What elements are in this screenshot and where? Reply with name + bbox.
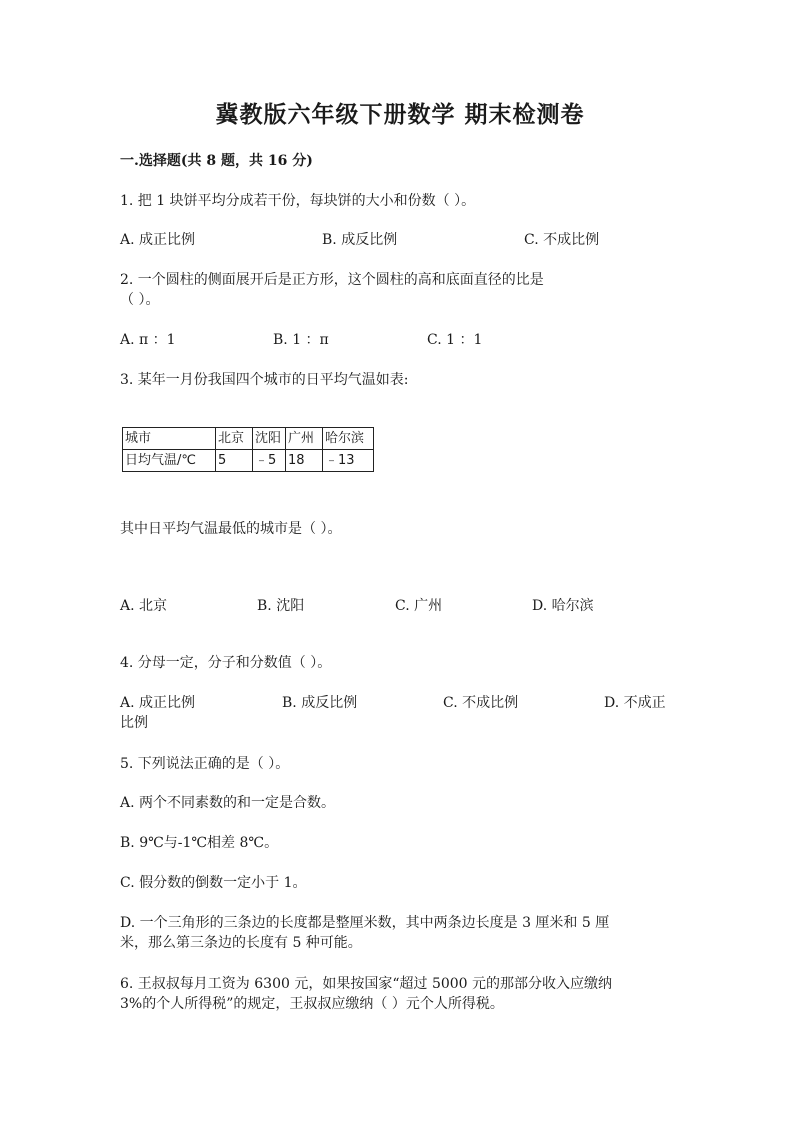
q1-option-c: C. 不成比例 [524, 232, 600, 248]
question-6-stem-line1: 6. 王叔叔每月工资为 6300 元，如果按国家“超过 5000 元的那部分收入应缴纳 [120, 976, 613, 992]
q5-option-b: B. 9℃与-1℃相差 8℃。 [120, 835, 279, 851]
q1-option-a: A. 成正比例 [120, 232, 196, 248]
q1-option-b: B. 成反比例 [322, 232, 398, 248]
q5-option-d-continued: 米，那么第三条边的长度有 5 种可能。 [120, 935, 362, 951]
q3-option-a: A. 北京 [120, 598, 168, 614]
q4-option-b: B. 成反比例 [282, 695, 358, 711]
table-cell: 哈尔滨 [323, 428, 374, 450]
q4-option-d: D. 不成正 [604, 695, 666, 711]
q3-option-b: B. 沈阳 [257, 598, 305, 614]
q3-option-d: D. 哈尔滨 [532, 598, 594, 614]
q2-option-c: C. 1 ：1 [427, 332, 483, 348]
table-cell: 5 [216, 450, 253, 472]
table-cell: 北京 [216, 428, 253, 450]
table-cell: 日均气温/℃ [123, 450, 216, 472]
question-1-stem: 1. 把 1 块饼平均分成若干份，每块饼的大小和份数（ ）。 [120, 193, 476, 209]
table-cell: 沈阳 [253, 428, 286, 450]
q4-option-d-continued: 比例 [120, 715, 148, 731]
question-3-question: 其中日平均气温最低的城市是（ ）。 [120, 521, 342, 537]
q5-option-c: C. 假分数的倒数一定小于 1。 [120, 875, 307, 891]
page-title: 冀教版六年级下册数学 期末检测卷 [215, 101, 585, 128]
q4-option-c: C. 不成比例 [443, 695, 519, 711]
question-6-stem-line2: 3%的个人所得税”的规定，王叔叔应缴纳（ ）元个人所得税。 [120, 996, 504, 1012]
q2-option-b: B. 1 ：π [273, 332, 329, 348]
question-4-stem: 4. 分母一定，分子和分数值（ ）。 [120, 655, 332, 671]
question-5-stem: 5. 下列说法正确的是（ ）。 [120, 756, 290, 772]
table-cell: 城市 [123, 428, 216, 450]
question-3-stem: 3. 某年一月份我国四个城市的日平均气温如表: [120, 372, 409, 388]
table-cell: 广州 [286, 428, 323, 450]
q5-option-a: A. 两个不同素数的和一定是合数。 [120, 795, 336, 811]
table-cell: ﹣13 [323, 450, 374, 472]
question-2-stem-line2: （ ）。 [120, 292, 160, 308]
table-row [123, 428, 374, 450]
table-cell: ﹣5 [253, 450, 286, 472]
question-2-stem-line1: 2. 一个圆柱的侧面展开后是正方形，这个圆柱的高和底面直径的比是 [120, 272, 544, 288]
q4-option-a: A. 成正比例 [120, 695, 196, 711]
q3-option-c: C. 广州 [395, 598, 443, 614]
q5-option-d: D. 一个三角形的三条边的长度都是整厘米数，其中两条边长度是 3 厘米和 5 厘 [120, 915, 610, 931]
q2-option-a: A. π ：1 [120, 332, 176, 348]
table-row [123, 450, 374, 472]
table-cell: 18 [286, 450, 323, 472]
temperature-table [122, 427, 374, 472]
section-heading: 一.选择题(共 8 题，共 16 分) [120, 153, 313, 169]
